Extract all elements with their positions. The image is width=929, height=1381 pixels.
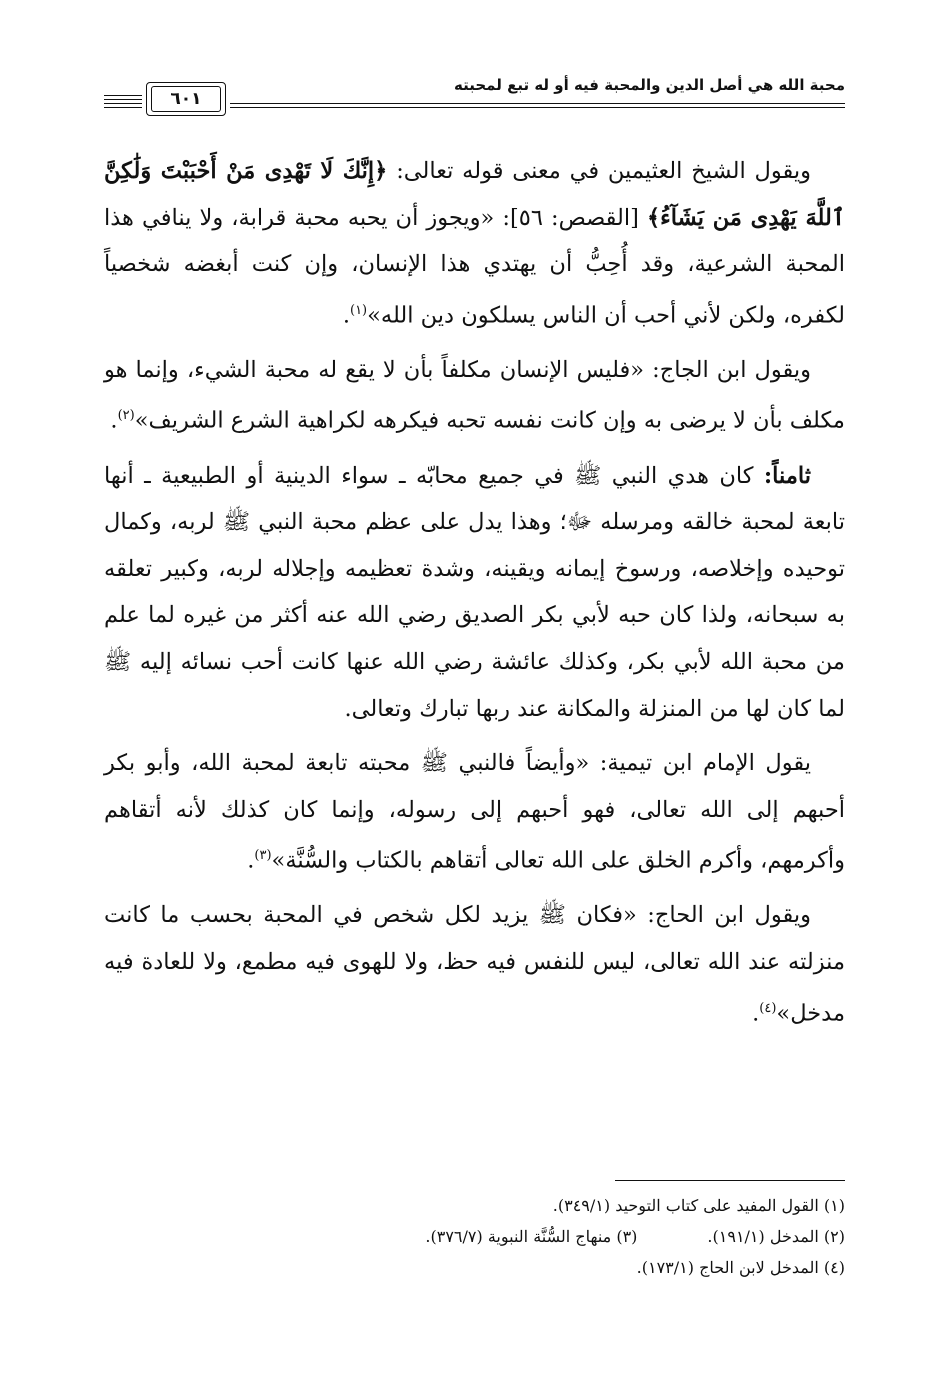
page-number-ornament-lines [104, 95, 142, 103]
paragraph-ibn-taymiyya: يقول الإمام ابن تيمية: «وأيضاً فالنبي ﷺ محبته تابعة لمحبة الله، وأبو بكر أحبهم إلى الله تعالى، فهو أحبهم إلى رسوله، وإنما كان كذلك لأنه أتقاهم وأكرمهم، وأكرم الخلق على الله تعالى أتقاهم بالكتاب والسُّنَّة»$^{(٣)}$. [104, 750, 845, 874]
footnote-2: (٢) المدخل (١٩١/١). [707, 1227, 845, 1246]
footnote-1: (١) القول المفيد على كتاب التوحيد (٣٤٩/١). [552, 1196, 845, 1215]
footnote-ref-4[interactable]: (٤) [759, 1000, 777, 1016]
paragraph-eighth: ثامناً: كان هدي النبي ﷺ في جميع محابّه ـ سواء الدينية أو الطبيعية ـ أنها تابعة لمحبة خالقه ومرسله ﷻ؛ وهذا يدل على عظم محبة النبي ﷺ لربه، وكمال توحيده وإخلاصه، ورسوخ إيمانه ويقينه، وشدة تعظيمه وإجلاله لربه، وكبير تعلقه به سبحانه، ولذا كان حبه لأبي بكر الصديق رضي الله عنه أكثر من غيره لما علم من محبة الله لأبي بكر، وكذلك عائشة رضي الله عنها كانت أحب نسائه إليه ﷺ لما كان لها من المنزلة والمكانة عند ربها تبارك وتعالى. [104, 462, 845, 722]
section-lead: ثامناً: [763, 462, 811, 489]
page-header [104, 74, 845, 118]
quran-verse: ﴿إِنَّكَ لَا تَهْدِى مَنْ أَحْبَبْتَ وَلَٰكِنَّ ٱللَّهَ يَهْدِى مَن يَشَآءُ﴾ [104, 158, 846, 231]
footnote-ref-2[interactable]: (٢) [117, 408, 135, 424]
running-title: محبة الله هي أصل الدين والمحبة فيه أو له تبع لمحبته [454, 76, 845, 94]
footnotes [104, 1190, 845, 1283]
page-number-frame [142, 82, 230, 116]
page-number: ٦٠١ [151, 86, 221, 112]
footnote-ref-1[interactable]: (١) [349, 302, 368, 318]
footnote-3: (٣) منهاج السُّنَّة النبوية (٣٧٦/٧). [425, 1227, 638, 1246]
footnote-ref-3[interactable]: (٣) [254, 848, 272, 864]
paragraph-ibn-jaj: ويقول ابن الجاج: «فليس الإنسان مكلفاً بأن لا يقع له محبة الشيء، وإنما هو مكلف بأن لا يرضى به وإن كانت نفسه تحبه فيكرهه لكراهية الشرع الشريف»$^{(٢)}$. [104, 356, 845, 434]
paragraph-ibn-hajj: ويقول ابن الحاج: «فكان ﷺ يزيد لكل شخص في المحبة بحسب ما كانت منزلته عند الله تعالى، ليس للنفس فيه حظ، ولا للهوى فيه مطمع، ولا للعادة فيه مدخل»$^{(٤)}$. [104, 902, 845, 1027]
footnote-separator [615, 1180, 845, 1181]
paragraph-uthaymin: ويقول الشيخ العثيمين في معنى قوله تعالى: ﴿إِنَّكَ لَا تَهْدِى مَنْ أَحْبَبْتَ وَلَٰكِنَّ ٱللَّهَ يَهْدِى مَن يَشَآءُ﴾ [القصص: ٥٦]: «ويجوز أن يحبه محبة قرابة، ولا ينافي هذا المحبة الشرعية، وقد أُحِبُّ أن يهتدي هذا الإنسان، وإن كنت أبغضه شخصياً لكفره، ولكن لأني أحب أن الناس يسلكون دين الله»$^{(١)}$. [104, 158, 846, 329]
main-text [104, 148, 845, 1045]
footnote-4: (٤) المدخل لابن الحاج (١٧٣/١). [636, 1258, 845, 1277]
